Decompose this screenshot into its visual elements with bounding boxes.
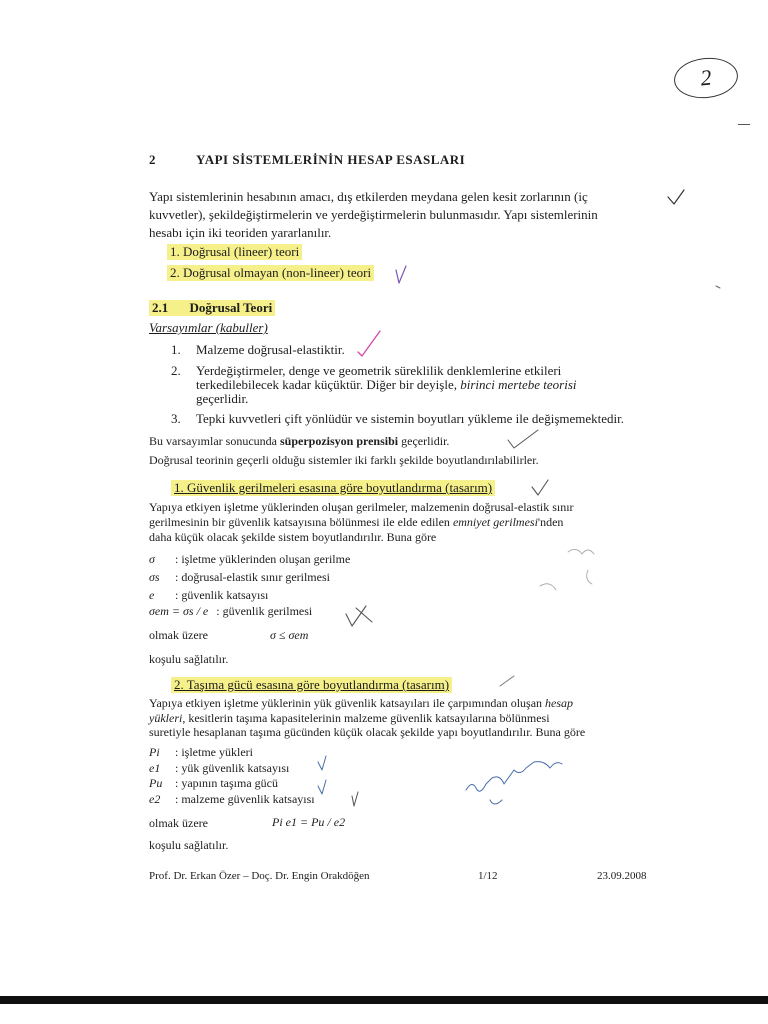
def-text: : doğrusal-elastik sınır gerilmesi [175, 570, 330, 584]
first-order-theory: birinci mertebe teorisi [460, 377, 577, 392]
check-mark-method-2 [500, 676, 514, 686]
method-2-def-2 [149, 761, 289, 776]
superposition-pre: Bu varsayımlar sonucunda [149, 434, 280, 448]
superposition-post: geçerlidir. [398, 434, 450, 448]
method-1-line-2c: 'nden [537, 515, 564, 529]
def-text: : yük güvenlik katsayısı [175, 761, 290, 775]
footer-authors: Prof. Dr. Erkan Özer – Doç. Dr. Engin Orakdöğen [149, 870, 370, 882]
check-mark-theory-2 [396, 266, 406, 283]
method-2-line-3: suretiyle hesaplanan taşıma gücünden küçük olacak şekilde yapı boyutlandırılır. Buna göre [149, 725, 586, 739]
assumption-3-text: Tepki kuvvetleri çift yönlüdür ve sistemin boyutları yükleme ile değişmemektedir. [196, 411, 624, 426]
assumption-2-line-2a: terkedilebilecek kadar küçüktür. Diğer bir deyişle, [196, 377, 461, 392]
assumption-2-num: 2. [171, 363, 181, 378]
assumption-3-num: 3. [171, 411, 181, 426]
def-text: : işletme yüklerinden oluşan gerilme [175, 552, 351, 566]
def-text: : güvenlik katsayısı [175, 588, 269, 602]
assumption-2-line-2 [196, 377, 577, 393]
page-badge-number: 2 [699, 64, 713, 91]
def-symbol: σs [149, 570, 160, 584]
def-symbol: σ [149, 552, 155, 566]
margin-dash [738, 124, 750, 125]
check-mark-formula [346, 606, 372, 626]
assumptions-title: Varsayımlar (kabuller) [149, 320, 268, 335]
method-2-title: 2. Taşıma gücü esasına göre boyutlandırma (tasarım) [171, 677, 452, 693]
def-symbol: e2 [149, 792, 161, 806]
chapter-title: YAPI SİSTEMLERİNİN HESAP ESASLARI [196, 152, 466, 167]
check-mark-superposition [508, 430, 538, 448]
theory-item-2: 2. Doğrusal olmayan (non-lineer) teori [167, 265, 374, 281]
method-2-def-4 [149, 792, 315, 807]
method-1-condition-label: olmak üzere [149, 628, 208, 642]
footer-page: 1/12 [478, 870, 498, 882]
ink-note-formula [466, 762, 562, 804]
intro-line-2: kuvvetler), şekildeğiştirmelerin ve yerdeğiştirmelerin bulunmasıdır. Yapı sistemlerinin [149, 207, 598, 222]
allowable-stress-term: emniyet gerilmesi [452, 515, 538, 529]
def-symbol: e1 [149, 761, 161, 775]
method-1-condition-formula: σ ≤ σem [270, 628, 309, 642]
footer-date: 23.09.2008 [597, 870, 647, 882]
method-1-conclusion: koşulu sağlatılır. [149, 652, 229, 666]
assumption-1-text: Malzeme doğrusal-elastiktir. [196, 342, 345, 357]
method-1-def-1 [149, 552, 350, 567]
intro-line-1: Yapı sistemlerinin hesabının amacı, dış etkilerden meydana gelen kesit zorlarının (iç [149, 189, 588, 204]
margin-mark [716, 286, 720, 288]
check-mark-method-1 [532, 480, 548, 495]
method-1-line-3: daha küçük olacak şekilde sistem boyutlandırılır. Buna göre [149, 530, 437, 544]
section-title: Doğrusal Teori [189, 300, 273, 315]
check-mark-def-4 [352, 792, 358, 806]
method-2-def-3 [149, 776, 278, 791]
method-2-line-1a: Yapıya etkiyen işletme yüklerinin yük güvenlik katsayıları ile çarpımından oluşan [149, 696, 546, 710]
scan-edge-bar [0, 996, 768, 1004]
theory-item-1: 1. Doğrusal (lineer) teori [167, 244, 302, 260]
pencil-note-right [540, 549, 594, 590]
design-loads-term: hesap [545, 696, 574, 710]
check-mark-intro [668, 190, 684, 204]
check-mark-def-1 [318, 756, 326, 770]
def-text: : işletme yükleri [175, 745, 253, 759]
method-1-line-1: Yapıya etkiyen işletme yüklerinden oluşan gerilmeler, malzemenin doğrusal-elastik sınır [149, 500, 574, 514]
design-loads-term-2: yükleri [149, 711, 183, 725]
assumption-2-line-3: geçerlidir. [196, 391, 249, 406]
check-mark-assumption-1 [358, 331, 380, 356]
method-2-condition-formula: Pi e1 = Pu / e2 [272, 815, 346, 829]
chapter-number: 2 [149, 152, 156, 167]
method-1-line-2a: gerilmesinin bir güvenlik katsayısına bölünmesi ile elde edilen [149, 515, 453, 529]
def-text: : yapının taşıma gücü [175, 776, 278, 790]
method-1-line-2 [149, 515, 563, 530]
method-2-def-1 [149, 745, 253, 760]
def-symbol: Pi [149, 745, 160, 759]
method-2-condition-label: olmak üzere [149, 816, 208, 830]
def-text: : malzeme güvenlik katsayısı [175, 792, 315, 806]
assumption-1-num: 1. [171, 342, 181, 357]
def-symbol: Pu [149, 776, 163, 790]
section-number [149, 300, 275, 316]
superposition-line [149, 434, 449, 449]
intro-line-3: hesabı için iki teoriden yararlanılır. [149, 225, 332, 240]
method-2-conclusion: koşulu sağlatılır. [149, 838, 229, 852]
method-1-def-3 [149, 588, 268, 603]
method-1-def-2 [149, 570, 330, 585]
def-text: : güvenlik gerilmesi [216, 604, 313, 618]
section-number-text: 2.1 [152, 300, 169, 315]
check-mark-def-3 [318, 780, 326, 794]
superposition-principle: süperpozisyon prensibi [279, 434, 399, 448]
assumption-2-line-1: Yerdeğiştirmeler, denge ve geometrik süreklilik denklemlerine etkileri [196, 363, 562, 378]
def-symbol: e [149, 588, 155, 602]
method-1-title: 1. Güvenlik gerilmeleri esasına göre boyutlandırma (tasarım) [171, 480, 495, 496]
method-2-line-2 [149, 711, 550, 726]
method-2-line-1 [149, 696, 573, 711]
page-badge [672, 55, 740, 101]
method-1-def-4 [149, 604, 312, 619]
def-symbol: σem = σs / e [149, 604, 209, 618]
two-ways-line: Doğrusal teorinin geçerli olduğu sistemler iki farklı şekilde boyutlandırılabilirler. [149, 453, 539, 467]
method-2-line-2b: , kesitlerin taşıma kapasitelerinin malzeme güvenlik katsayılarına bölünmesi [182, 711, 550, 725]
